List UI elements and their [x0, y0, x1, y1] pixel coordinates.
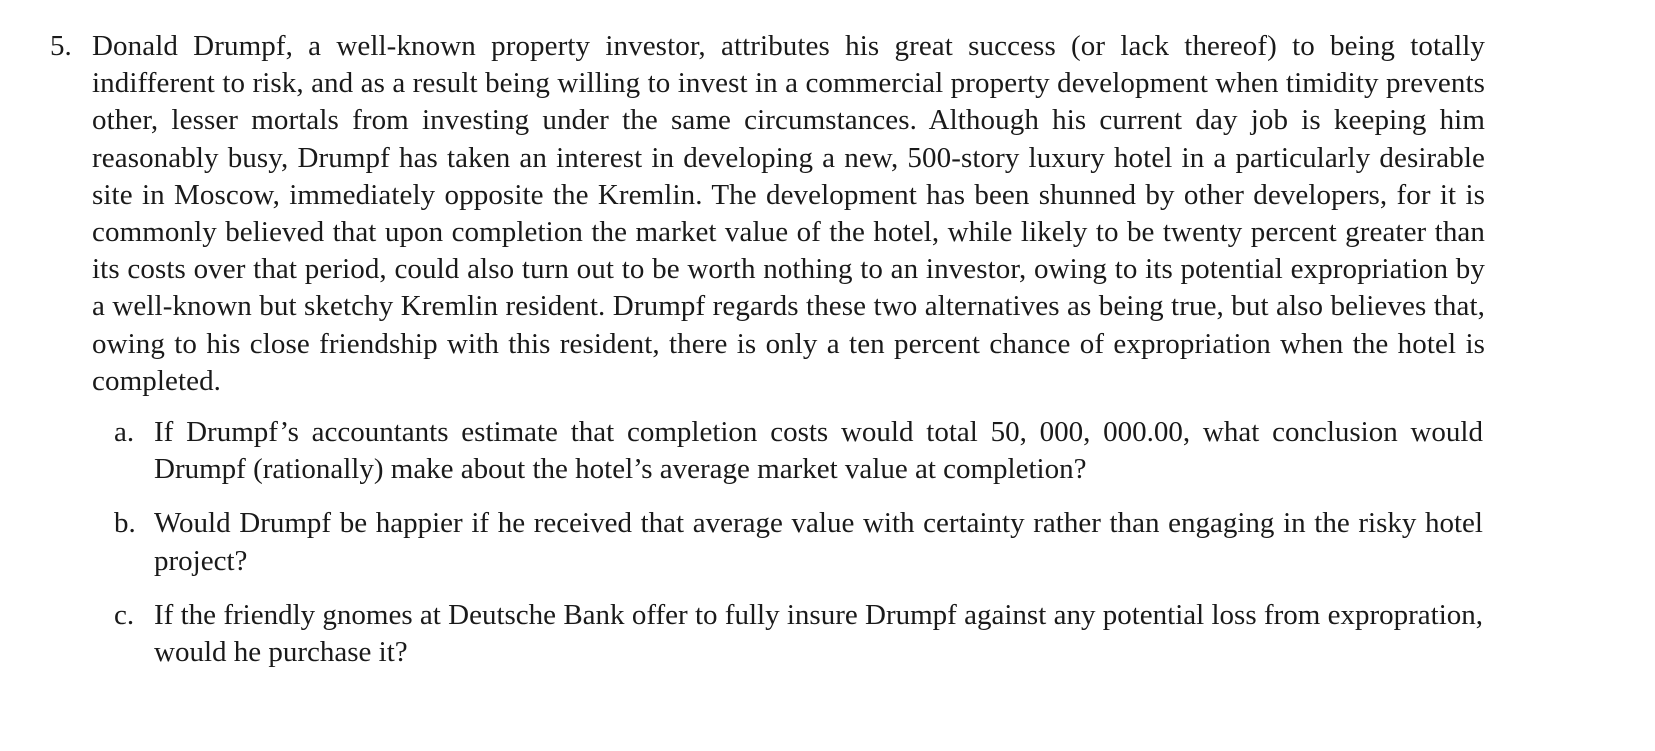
- subpart-a: [114, 414, 1490, 488]
- subpart-text: If the friendly gnomes at Deutsche Bank offer to fully insure Drumpf against any potential loss from expropration, would he purchase it?: [154, 598, 1483, 669]
- subpart-text: If Drumpf’s accountants estimate that completion costs would total 50, 000, 000.00, what conclusion would Drumpf (rationally) make about the hotel’s average market value at completion?: [154, 416, 1483, 486]
- problem-text: Donald Drumpf, a well-known property investor, attributes his great success (or lack thereof) to being totally indifferent to risk, and as a result being willing to invest in a commercial property development when timidity prevents other, lesser mortals from investing under the same circumstances. Although his current day job is keeping him reasonably busy, Drumpf has taken an interest in developing a new, 500-story luxury hotel in a particularly desirable site in Moscow, immediately opposite the Kremlin. The development has been shunned by other developers, for it is commonly believed that upon completion the market value of the hotel, while likely to be twenty percent greater than its costs over that period, could also turn out to be worth nothing to an investor, owing to its potential expropriation by a well-known but sketchy Kremlin resident. Drumpf regards these two alternatives as being true, but also believes that, owing to his close friendship with this resident, there is only a ten percent chance of expropriation when the hotel is completed.: [92, 30, 1485, 397]
- subpart-letter: a.: [114, 416, 135, 449]
- subpart-letter: b.: [114, 507, 136, 540]
- problem-5: [50, 28, 1490, 688]
- subpart-text: Would Drumpf be happier if he received that average value with certainty rather than engaging in the risky hotel project?: [154, 507, 1483, 577]
- problem-number: 5.: [50, 30, 72, 62]
- subpart-list: [114, 414, 1490, 671]
- problem-statement: [50, 28, 1490, 400]
- subpart-c: [114, 597, 1490, 671]
- subpart-letter: c.: [114, 598, 135, 631]
- subpart-b: [114, 505, 1490, 579]
